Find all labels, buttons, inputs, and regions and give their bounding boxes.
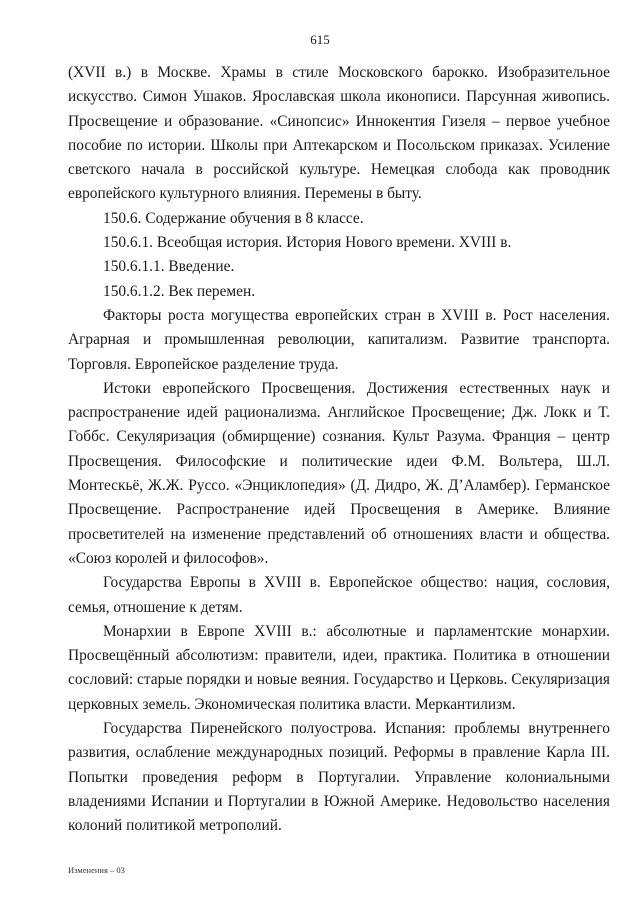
section-heading-150-6-1: 150.6.1. Всеобщая история. История Нового времени. XVIII в. (103, 234, 512, 252)
document-body (68, 61, 610, 839)
paragraph-growth-factors: Факторы роста могущества европейских стран в XVIII в. Рост населения. Аграрная и промышленная революции, капитализм. Развитие транспорта. Торговля. Европейское разделение труда. (68, 306, 610, 373)
section-heading-150-6-1-1: 150.6.1.1. Введение. (103, 258, 235, 276)
paragraph-european-states: Государства Европы в XVIII в. Европейское общество: нация, сословия, семья, отношение к детям. (68, 574, 610, 616)
paragraph-iberian-states: Государства Пиренейского полуострова. Испания: проблемы внутреннего развития, ослабление международных позиций. Реформы в правление Карла III. Попытки проведения реформ в Португалии. Управление колониальными владениями Испании и Португалии в Южной Америке. Недовольство населения колоний политикой метрополий. (68, 720, 610, 835)
section-heading-150-6-1-2: 150.6.1.2. Век перемен. (103, 282, 256, 300)
revision-footer: Изменения – 03 (68, 865, 125, 875)
paragraph-enlightenment: Истоки европейского Просвещения. Достижения естественных наук и распространение идей рационализма. Английское Просвещение; Дж. Локк и Т. Гоббс. Секуляризация (обмирщение) сознания. Культ Разума. Франция – центр Просвещения. Философские и политические идеи Ф.М. Вольтера, Ш.Л. Монтескьё, Ж.Ж. Руссо. «Энциклопедия» (Д. Дидро, Ж. Д’Аламбер). Германское Просвещение. Распространение идей Просвещения в Америке. Влияние просветителей на изменение представлений об отношениях власти и общества. «Союз королей и философов». (68, 379, 610, 567)
paragraph-monarchies: Монархии в Европе XVIII в.: абсолютные и парламентские монархии. Просвещённый абсолютизм: правители, идеи, практика. Политика в отношении сословий: старые порядки и новые веяния. Государство и Церковь. Секуляризация церковных земель. Экономическая политика власти. Меркантилизм. (68, 622, 610, 713)
section-heading-150-6: 150.6. Содержание обучения в 8 классе. (103, 209, 364, 227)
page-number: 615 (310, 32, 330, 47)
paragraph-continuation: (XVII в.) в Москве. Храмы в стиле Московского барокко. Изобразительное искусство. Симон Ушаков. Ярославская школа иконописи. Парсунная живопись. Просвещение и образование. «Синопсис» Иннокентия Гизеля – первое учебное пособие по истории. Школы при Аптекарском и Посольском приказах. Усиление светского начала в российской культуре. Немецкая слобода как проводник европейского культурного влияния. Перемены в быту. (68, 64, 610, 203)
